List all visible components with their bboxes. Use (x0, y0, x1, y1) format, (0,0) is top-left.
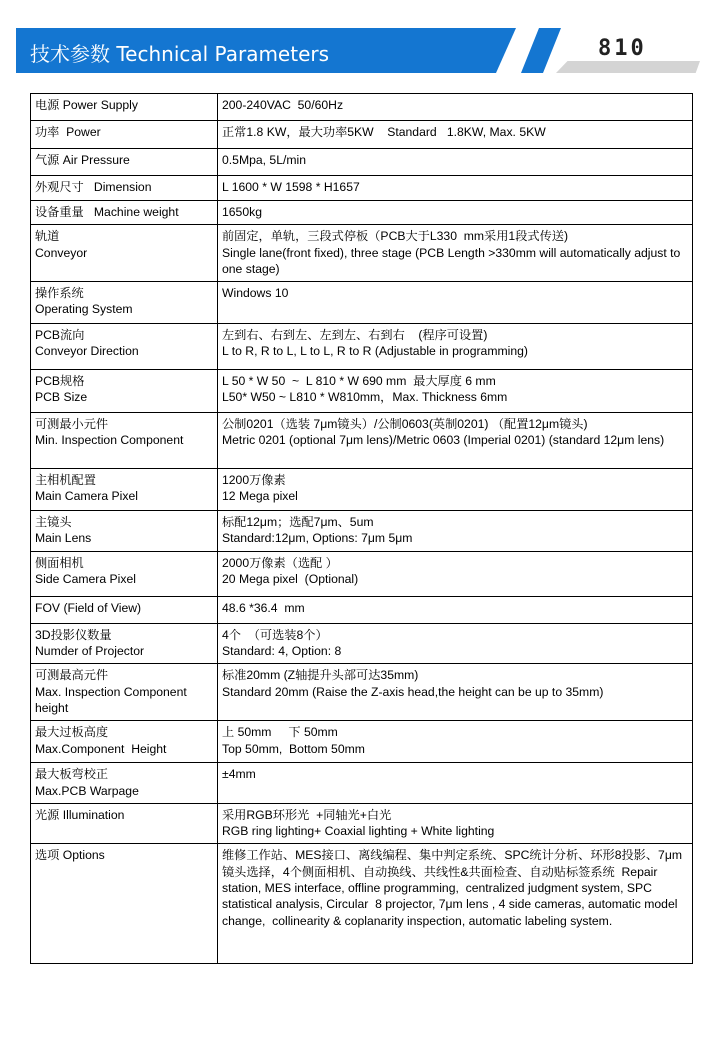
parameter-label (31, 511, 218, 552)
parameter-value (218, 370, 693, 413)
parameter-label-line: 设备重量 Machine weight (35, 205, 179, 219)
table-row (31, 551, 693, 596)
table-row (31, 176, 693, 201)
table-row (31, 370, 693, 413)
parameter-value-line: 48.6 *36.4 mm (222, 600, 305, 615)
parameter-label (31, 149, 218, 176)
page-title: 技术参数 Technical Parameters (30, 42, 330, 66)
table-row (31, 94, 693, 121)
parameter-label-line: 光源 Illumination (35, 807, 125, 822)
parameter-value-line: 1200万像素 (222, 473, 286, 488)
parameter-value-line: 200-240VAC 50/60Hz (222, 98, 344, 112)
parameter-label-line: Max.Component Height (35, 741, 167, 756)
parameter-value-line: 1650kg (222, 205, 262, 219)
table-row (31, 623, 693, 664)
parameter-value-line: Single lane(front fixed), three stage (PCB Length >330mm will automatically adjust to one stage) (222, 245, 684, 276)
parameter-value (218, 803, 693, 844)
parameter-label-line: Conveyor (35, 245, 88, 260)
parameter-label-line: Operating System (35, 302, 133, 317)
parameter-label-line: 最大板弯校正 (35, 767, 109, 782)
parameter-label-line: 选项 Options (35, 848, 105, 863)
table-row (31, 511, 693, 552)
parameter-label (31, 551, 218, 596)
parameter-label-line: 3D投影仪数量 (35, 627, 112, 642)
parameter-value (218, 225, 693, 282)
table-row (31, 413, 693, 469)
parameter-label-line: 轨道 (35, 229, 60, 244)
parameter-value-line: Top 50mm, Bottom 50mm (222, 741, 365, 756)
parameter-value (218, 469, 693, 511)
parameter-value-line: L 1600 * W 1598 * H1657 (222, 180, 360, 194)
parameter-value-line: 公制0201（选装 7μm镜头）/公制0603(英制0201) （配置12μm镜头) (222, 417, 588, 432)
table-row (31, 121, 693, 149)
table-row (31, 201, 693, 225)
parameter-label-line: 可测最高元件 (35, 668, 109, 683)
parameter-label (31, 225, 218, 282)
table-row (31, 721, 693, 763)
parameter-value (218, 201, 693, 225)
parameter-value-line: ±4mm (222, 767, 256, 782)
parameter-value-line: 正常1.8 KW，最大功率5KW Standard 1.8KW, Max. 5KW (222, 125, 546, 139)
parameter-label (31, 282, 218, 324)
parameter-value (218, 623, 693, 664)
table-row (31, 803, 693, 844)
parameter-label (31, 176, 218, 201)
parameter-label (31, 324, 218, 370)
table-row (31, 664, 693, 721)
parameter-value (218, 763, 693, 804)
parameter-value (218, 596, 693, 623)
parameter-value-line: 标准20mm (Z轴提升头部可达35mm) (222, 668, 419, 683)
parameter-label-line: 外观尺寸 Dimension (35, 180, 152, 194)
parameter-label-line: 功率 Power (35, 125, 101, 139)
parameter-value-line: 前固定，单轨，三段式停板（PCB大于L330 mm采用1段式传送) (222, 229, 569, 244)
parameter-label (31, 803, 218, 844)
model-number: 810 (598, 36, 647, 61)
parameter-value (218, 282, 693, 324)
parameter-label-line: 主镜头 (35, 515, 72, 530)
table-row (31, 763, 693, 804)
parameter-label-line: Side Camera Pixel (35, 572, 136, 587)
table-row (31, 149, 693, 176)
parameter-value-line: Standard 20mm (Raise the Z-axis head,the height can be up to 35mm) (222, 684, 604, 699)
parameter-value-line: 采用RGB环形光 +同轴光+白光 (222, 807, 392, 822)
parameter-value-line: Metric 0201 (optional 7μm lens)/Metric 0603 (Imperial 0201) (standard 12μm lens) (222, 433, 665, 448)
parameter-label (31, 844, 218, 964)
table-row (31, 324, 693, 370)
parameter-value-line: 12 Mega pixel (222, 489, 298, 504)
parameter-label-line: PCB流向 (35, 328, 85, 343)
parameter-value-line: 上 50mm 下 50mm (222, 725, 338, 740)
parameter-label-line: PCB规格 (35, 374, 85, 389)
technical-parameters-table (30, 93, 693, 964)
parameter-value-line: Standard:12μm, Options: 7μm 5μm (222, 531, 413, 546)
parameter-value-line: L to R, R to L, L to L, R to R (Adjustable in programming) (222, 344, 528, 359)
parameter-label-line: 可测最小元件 (35, 417, 109, 432)
parameter-label (31, 664, 218, 721)
parameter-label-line: FOV (Field of View) (35, 600, 142, 615)
table-row (31, 469, 693, 511)
parameter-label-line: Min. Inspection Component (35, 433, 184, 448)
header-underline (556, 61, 700, 73)
parameter-value-line: L50* W50 ~ L810 * W810mm，Max. Thickness 6mm (222, 390, 508, 405)
parameter-value-line: 20 Mega pixel (Optional) (222, 572, 359, 587)
parameter-value (218, 511, 693, 552)
parameter-label (31, 596, 218, 623)
parameter-label-line: PCB Size (35, 390, 88, 405)
parameter-label-line: 气源 Air Pressure (35, 153, 130, 167)
parameter-value-line: Windows 10 (222, 286, 289, 301)
parameter-label-line: Max. Inspection Component height (35, 684, 191, 715)
parameter-label-line: Numder of Projector (35, 644, 145, 659)
parameter-value-line: 4个 （可选装8个） (222, 627, 328, 642)
parameter-label-line: 操作系统 (35, 286, 84, 301)
table-row (31, 844, 693, 964)
table-row (31, 596, 693, 623)
parameter-label (31, 121, 218, 149)
parameter-value (218, 551, 693, 596)
parameter-label-line: 主相机配置 (35, 473, 96, 488)
parameter-value (218, 664, 693, 721)
parameter-label (31, 201, 218, 225)
table-row (31, 282, 693, 324)
parameter-label-line: Max.PCB Warpage (35, 783, 139, 798)
parameter-label-line: Conveyor Direction (35, 344, 139, 359)
parameter-label-line: 最大过板高度 (35, 725, 109, 740)
parameter-value-line: 左到右、右到左、左到左、右到右 (程序可设置) (222, 328, 488, 343)
parameter-value (218, 324, 693, 370)
table-row (31, 225, 693, 282)
parameter-label (31, 623, 218, 664)
parameter-label (31, 413, 218, 469)
parameter-label-line: Main Lens (35, 531, 92, 546)
parameter-value (218, 121, 693, 149)
parameter-label-line: 侧面相机 (35, 555, 84, 570)
parameter-value-line: L 50 * W 50 ~ L 810 * W 690 mm 最大厚度 6 mm (222, 374, 496, 389)
parameter-value-line: RGB ring lighting+ Coaxial lighting + White lighting (222, 824, 495, 839)
parameter-value-line: Standard: 4, Option: 8 (222, 644, 342, 659)
parameter-value (218, 413, 693, 469)
parameter-value (218, 94, 693, 121)
parameter-value (218, 176, 693, 201)
parameter-value-line: 标配12μm；选配7μm、5um (222, 515, 374, 530)
parameter-label (31, 763, 218, 804)
parameter-label (31, 94, 218, 121)
header-accent-stripe (521, 28, 561, 73)
parameter-label-line: Main Camera Pixel (35, 489, 138, 504)
parameter-label-line: 电源 Power Supply (35, 98, 138, 112)
parameter-value (218, 721, 693, 763)
parameter-label (31, 370, 218, 413)
parameter-label (31, 721, 218, 763)
parameter-value (218, 844, 693, 964)
parameter-value-line: 0.5Mpa, 5L/min (222, 153, 307, 167)
parameter-value-line: 维修工作站、MES接口、离线编程、集中判定系统、SPC统计分析、环形8投影、7μm镜头选择，4个侧面相机、自动换线、共线性&共面检查、自动贴标签系统 Repair station, MES interface, offline programming, centralized judgment system, SPC statistical analysis, Circular 8 projector, 7μm lens , 4 side cameras, automatic model change, collinearity & coplanarity inspection, automatic labeling system. (222, 848, 683, 928)
parameter-value (218, 149, 693, 176)
parameter-label (31, 469, 218, 511)
parameter-value-line: 2000万像素（选配 ） (222, 555, 338, 570)
